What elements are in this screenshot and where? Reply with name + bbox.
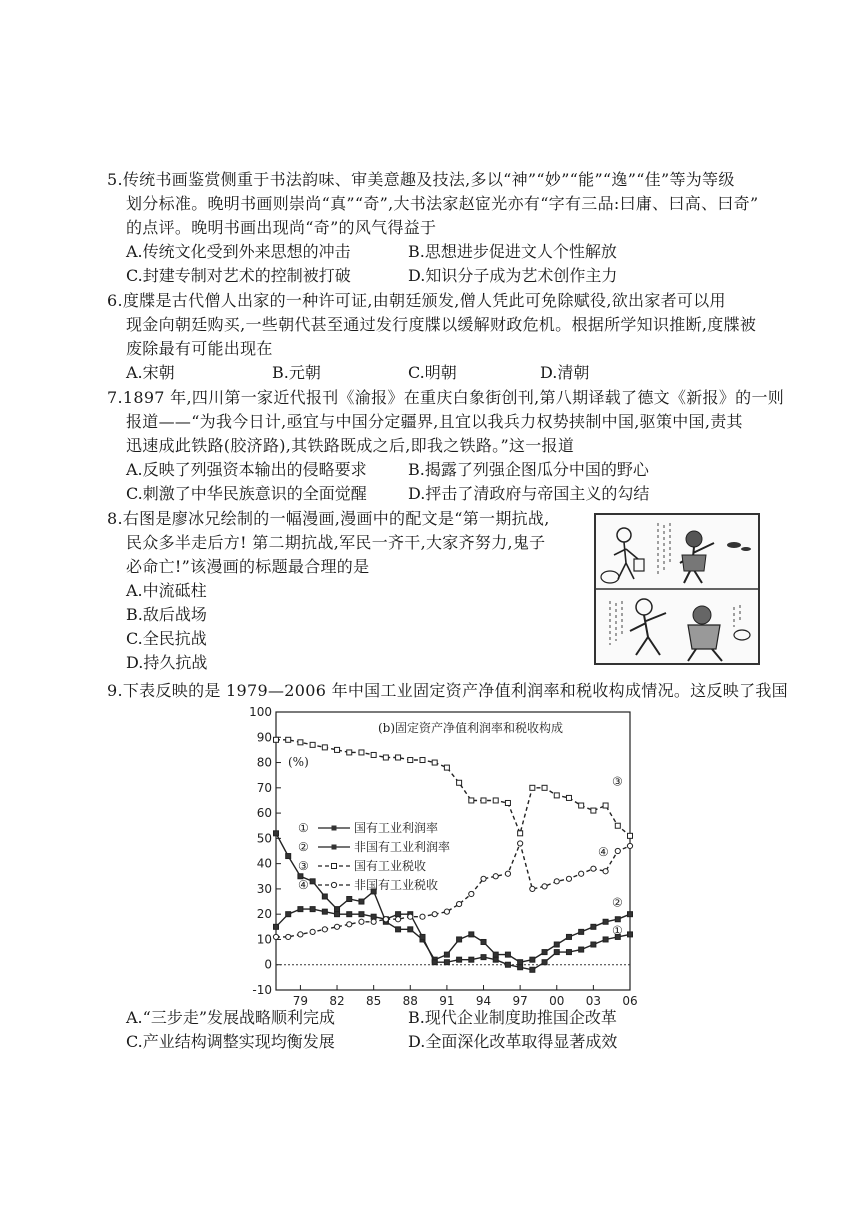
x-tick-label: 79 xyxy=(292,994,309,1008)
data-point xyxy=(396,755,401,760)
data-point xyxy=(554,942,559,947)
q9-option-a[interactable]: A.“三步走”发展战略顺利完成 xyxy=(126,1008,336,1027)
cartoon-drawing xyxy=(596,515,758,663)
data-point xyxy=(395,917,400,922)
curve-marker: ① xyxy=(612,923,623,938)
legend-marker: ③ xyxy=(298,859,309,873)
data-point xyxy=(591,942,596,947)
legend-label: 非国有工业税收 xyxy=(354,878,439,892)
data-point xyxy=(347,750,352,755)
q7-stem-line-1: 7.1897 年,四川第一家近代报刊《渝报》在重庆白象街创刊,第八期译载了德文《新报》的一则 xyxy=(107,388,785,407)
q7-stem-line-3: 迅速成此铁路(胶济路),其铁路既成之后,即我之铁路。”这一报道 xyxy=(126,436,575,455)
x-tick-label: 82 xyxy=(329,994,345,1008)
data-point xyxy=(530,967,535,972)
y-tick-label: 90 xyxy=(256,730,272,745)
data-point xyxy=(579,803,584,808)
curve-marker: ③ xyxy=(612,774,623,789)
q8-stem-line-1: 8.右图是廖冰兄绘制的一幅漫画,漫画中的配文是“第一期抗战, xyxy=(107,509,550,528)
q9-option-d[interactable]: D.全面深化改革取得显著成效 xyxy=(408,1032,618,1051)
data-point xyxy=(322,745,327,750)
q6-option-a[interactable]: A.宋朝 xyxy=(126,363,175,382)
chart-title: (b)固定资产净值利润率和税收构成 xyxy=(378,721,564,735)
data-point xyxy=(518,965,523,970)
curve-marker: ② xyxy=(612,895,623,910)
data-point xyxy=(603,803,608,808)
legend-marker: ④ xyxy=(298,878,309,892)
q5-stem-line-1: 5.传统书画鉴赏侧重于书法韵味、审美意趣及技法,多以“神”“妙”“能”“逸”“佳”等为等级 xyxy=(107,170,735,189)
data-point xyxy=(481,939,486,944)
legend-marker: ① xyxy=(298,821,309,835)
data-point xyxy=(591,866,596,871)
data-point xyxy=(566,934,571,939)
legend-label: 国有工业税收 xyxy=(354,859,427,873)
data-point xyxy=(628,833,633,838)
x-tick-label: 94 xyxy=(475,994,492,1008)
data-point xyxy=(444,952,449,957)
data-point xyxy=(505,962,510,967)
x-tick-label: 85 xyxy=(366,994,382,1008)
data-point xyxy=(444,909,449,914)
data-point xyxy=(603,937,608,942)
legend-swatch-marker xyxy=(332,826,337,831)
q8-stem-line-2: 民众多半走后方! 第二期抗战,军民一齐干,大家齐努力,鬼子 xyxy=(126,533,546,552)
data-point xyxy=(432,760,437,765)
q7-stem-line-2: 报道——“为我今日计,亟宜与中国分定疆界,且宜以我兵力权势挟制中国,驱策中国,责其 xyxy=(126,412,743,431)
data-point xyxy=(591,924,596,929)
curve-marker: ④ xyxy=(598,845,609,860)
data-point xyxy=(530,886,535,891)
data-point xyxy=(347,912,352,917)
data-point xyxy=(591,808,596,813)
data-point xyxy=(530,785,535,790)
data-point xyxy=(628,912,633,917)
data-point xyxy=(274,924,279,929)
data-point xyxy=(274,831,279,836)
data-point xyxy=(615,917,620,922)
data-point xyxy=(469,891,474,896)
line-chart xyxy=(240,702,640,1012)
q8-option-b[interactable]: B.敌后战场 xyxy=(126,605,207,624)
data-point xyxy=(518,831,523,836)
data-point xyxy=(359,912,364,917)
data-point xyxy=(579,871,584,876)
data-point xyxy=(444,960,449,965)
data-point xyxy=(530,957,535,962)
q7-option-d[interactable]: D.抨击了清政府与帝国主义的勾结 xyxy=(408,484,650,503)
data-point xyxy=(310,929,315,934)
q7-option-a[interactable]: A.反映了列强资本输出的侵略要求 xyxy=(126,460,367,479)
q5-stem-line-2: 划分标准。晚明书画则崇尚“真”“奇”,大书法家赵宧光亦有“字有三品:曰庸、曰高、曰奇” xyxy=(126,194,759,213)
q6-option-b[interactable]: B.元朝 xyxy=(272,363,321,382)
data-point xyxy=(518,841,523,846)
y-tick-label: 20 xyxy=(256,907,272,922)
data-point xyxy=(408,914,413,919)
cartoon-image xyxy=(594,513,760,665)
data-point xyxy=(566,876,571,881)
data-point xyxy=(505,952,510,957)
data-point xyxy=(310,879,315,884)
data-point xyxy=(371,914,376,919)
data-point xyxy=(469,932,474,937)
q5-option-d[interactable]: D.知识分子成为艺术创作主力 xyxy=(408,266,618,285)
x-tick-label: 00 xyxy=(549,994,565,1008)
data-point xyxy=(286,854,291,859)
data-point xyxy=(615,823,620,828)
plot-frame xyxy=(276,712,630,990)
data-point xyxy=(347,922,352,927)
y-tick-label: 50 xyxy=(256,831,272,846)
q8-option-a[interactable]: A.中流砥柱 xyxy=(126,581,207,600)
data-point xyxy=(554,950,559,955)
data-point xyxy=(420,934,425,939)
x-tick-label: 88 xyxy=(402,994,418,1008)
data-point xyxy=(518,960,523,965)
data-point xyxy=(310,907,315,912)
q5-option-b[interactable]: B.思想进步促进文人个性解放 xyxy=(408,242,617,261)
q8-stem-line-3: 必命亡!”该漫画的标题最合理的是 xyxy=(126,557,370,576)
data-point xyxy=(554,793,559,798)
data-point xyxy=(481,798,486,803)
q5-option-a[interactable]: A.传统文化受到外来思想的冲击 xyxy=(126,242,351,261)
data-point xyxy=(347,897,352,902)
data-point xyxy=(493,952,498,957)
data-point xyxy=(298,907,303,912)
data-point xyxy=(383,755,388,760)
data-point xyxy=(554,879,559,884)
data-point xyxy=(481,955,486,960)
y-tick-label: 80 xyxy=(256,755,272,770)
data-point xyxy=(322,909,327,914)
data-point xyxy=(286,912,291,917)
series-line-2 xyxy=(276,909,630,970)
y-tick-label: 70 xyxy=(256,780,272,795)
q7-option-b[interactable]: B.揭露了列强企图瓜分中国的野心 xyxy=(408,460,649,479)
y-tick-label: 0 xyxy=(264,957,272,972)
legend-marker: ② xyxy=(298,840,309,854)
x-tick-label: 06 xyxy=(622,994,638,1008)
q8-option-d[interactable]: D.持久抗战 xyxy=(126,653,208,672)
data-point xyxy=(579,929,584,934)
x-tick-label: 97 xyxy=(512,994,528,1008)
data-point xyxy=(335,907,340,912)
x-tick-label: 03 xyxy=(585,994,602,1008)
data-point xyxy=(542,785,547,790)
q6-option-d[interactable]: D.清朝 xyxy=(540,363,590,382)
data-point xyxy=(371,752,376,757)
data-point xyxy=(505,871,510,876)
data-point xyxy=(335,747,340,752)
data-point xyxy=(481,876,486,881)
x-tick-label: 91 xyxy=(439,994,455,1008)
data-point xyxy=(334,924,339,929)
y-tick-label: 60 xyxy=(256,806,272,821)
q9-option-c[interactable]: C.产业结构调整实现均衡发展 xyxy=(126,1032,335,1051)
data-point xyxy=(457,780,462,785)
data-point xyxy=(310,742,315,747)
data-point xyxy=(542,950,547,955)
data-point xyxy=(420,758,425,763)
q8-option-c[interactable]: C.全民抗战 xyxy=(126,629,207,648)
data-point xyxy=(298,740,303,745)
series-line-3 xyxy=(276,740,630,836)
series-line-4 xyxy=(276,843,630,937)
data-point xyxy=(322,927,327,932)
data-point xyxy=(493,798,498,803)
data-point xyxy=(469,798,474,803)
data-point xyxy=(579,947,584,952)
data-point xyxy=(396,927,401,932)
q5-option-c[interactable]: C.封建专制对艺术的控制被打破 xyxy=(126,266,351,285)
data-point xyxy=(432,912,437,917)
data-point xyxy=(493,957,498,962)
data-point xyxy=(444,765,449,770)
data-point xyxy=(420,914,425,919)
data-point xyxy=(603,869,608,874)
q7-option-c[interactable]: C.刺激了中华民族意识的全面觉醒 xyxy=(126,484,367,503)
data-point xyxy=(298,932,303,937)
legend-label: 非国有工业利润率 xyxy=(354,840,451,854)
legend-label: 国有工业利润率 xyxy=(354,821,439,835)
y-tick-label: 40 xyxy=(256,856,272,871)
data-point xyxy=(627,843,632,848)
data-point xyxy=(322,894,327,899)
data-point xyxy=(542,960,547,965)
q9-stem-line-1: 9.下表反映的是 1979—2006 年中国工业固定资产净值利润率和税收构成情况。这反映了我国 xyxy=(107,681,788,700)
legend-swatch-marker xyxy=(332,864,337,869)
data-point xyxy=(383,917,388,922)
data-point xyxy=(396,912,401,917)
data-point xyxy=(493,874,498,879)
data-point xyxy=(457,937,462,942)
data-point xyxy=(628,932,633,937)
y-tick-label: -10 xyxy=(252,983,272,997)
q6-stem-line-3: 废除最有可能出现在 xyxy=(126,339,273,358)
chart-canvas xyxy=(240,702,640,1012)
q6-stem-line-2: 现金向朝廷购买,一些朝代甚至通过发行度牒以缓解财政危机。根据所学知识推断,度牒被 xyxy=(126,315,757,334)
data-point xyxy=(408,758,413,763)
q6-stem-line-1: 6.度牒是古代僧人出家的一种许可证,由朝廷颁发,僧人凭此可免除赋役,欲出家者可以用 xyxy=(107,291,726,310)
legend-swatch-marker xyxy=(331,882,336,887)
y-tick-label: 10 xyxy=(256,932,272,947)
data-point xyxy=(274,737,279,742)
data-point xyxy=(457,957,462,962)
data-point xyxy=(371,919,376,924)
data-point xyxy=(457,901,462,906)
q9-option-b[interactable]: B.现代企业制度助推国企改革 xyxy=(408,1008,617,1027)
y-tick-label: 30 xyxy=(256,881,272,896)
series-line-1 xyxy=(276,833,630,962)
data-point xyxy=(542,884,547,889)
data-point xyxy=(335,912,340,917)
data-point xyxy=(566,950,571,955)
data-point xyxy=(469,957,474,962)
q6-option-c[interactable]: C.明朝 xyxy=(408,363,457,382)
data-point xyxy=(286,737,291,742)
chart-unit-label: (%) xyxy=(288,755,309,769)
data-point xyxy=(566,795,571,800)
data-point xyxy=(359,750,364,755)
data-point xyxy=(432,960,437,965)
data-point xyxy=(603,919,608,924)
legend-swatch-marker xyxy=(332,845,337,850)
data-point xyxy=(359,919,364,924)
data-point xyxy=(615,848,620,853)
data-point xyxy=(359,899,364,904)
data-point xyxy=(408,927,413,932)
q5-stem-line-3: 的点评。晚明书画出现尚“奇”的风气得益于 xyxy=(126,218,437,237)
data-point xyxy=(273,934,278,939)
data-point xyxy=(286,934,291,939)
y-tick-label: 100 xyxy=(249,705,272,719)
data-point xyxy=(505,800,510,805)
